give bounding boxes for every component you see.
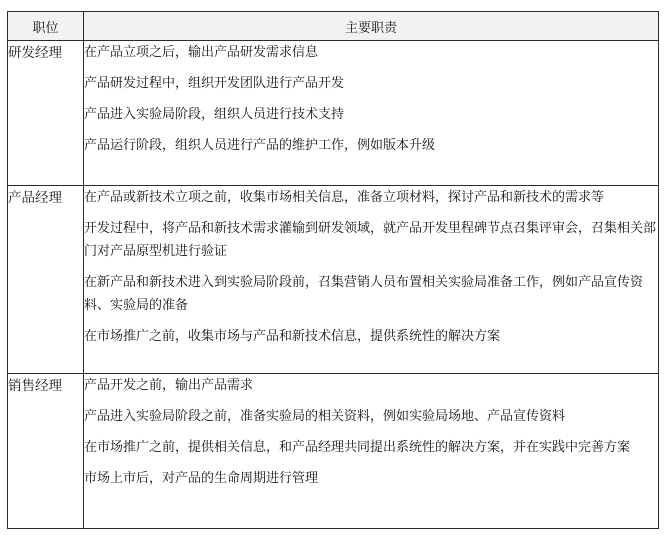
duty-item: 在市场推广之前，提供相关信息，和产品经理共同提出系统性的解决方案，并在实践中完善方案 bbox=[84, 440, 631, 455]
duty-item: 产品研发过程中，组织开发团队进行产品开发 bbox=[84, 76, 345, 91]
role-duties-table bbox=[7, 11, 659, 529]
role-duties-table-container bbox=[7, 11, 658, 529]
role-cell: 产品经理 bbox=[8, 186, 84, 374]
duty-item: 在市场推广之前，收集市场与产品和新技术信息，提供系统性的解决方案 bbox=[84, 329, 501, 344]
role-cell: 销售经理 bbox=[8, 374, 84, 529]
duties-cell bbox=[84, 41, 659, 186]
duty-item: 产品运行阶段，组织人员进行产品的维护工作，例如版本升级 bbox=[84, 138, 436, 153]
duties-cell bbox=[84, 374, 659, 529]
header-duties: 主要职责 bbox=[84, 12, 659, 41]
duty-item: 产品开发之前，输出产品需求 bbox=[84, 378, 254, 393]
duty-item: 市场上市后，对产品的生命周期进行管理 bbox=[84, 471, 319, 486]
duty-item: 产品进入实验局阶段之前，准备实验局的相关资料，例如实验局场地、产品宣传资料 bbox=[84, 409, 566, 424]
duty-item: 在产品立项之后，输出产品研发需求信息 bbox=[84, 45, 319, 60]
duty-item: 在产品或新技术立项之前，收集市场相关信息，准备立项材料，探讨产品和新技术的需求等 bbox=[84, 190, 605, 205]
role-cell: 研发经理 bbox=[8, 41, 84, 186]
table-row-rd-manager bbox=[8, 41, 659, 186]
duty-item: 开发过程中，将产品和新技术需求灌输到研发领域，就产品开发里程碑节点召集评审会，召集相关部门对产品原型机进行验证 bbox=[84, 221, 657, 259]
duty-item: 在新产品和新技术进入到实验局阶段前，召集营销人员布置相关实验局准备工作，例如产品宣传资料、实验局的准备 bbox=[84, 275, 644, 313]
duties-cell bbox=[84, 186, 659, 374]
duty-item: 产品进入实验局阶段，组织人员进行技术支持 bbox=[84, 107, 345, 122]
table-header-row bbox=[8, 12, 659, 41]
table-row-product-manager bbox=[8, 186, 659, 374]
header-role: 职位 bbox=[8, 12, 84, 41]
table-row-sales-manager bbox=[8, 374, 659, 529]
